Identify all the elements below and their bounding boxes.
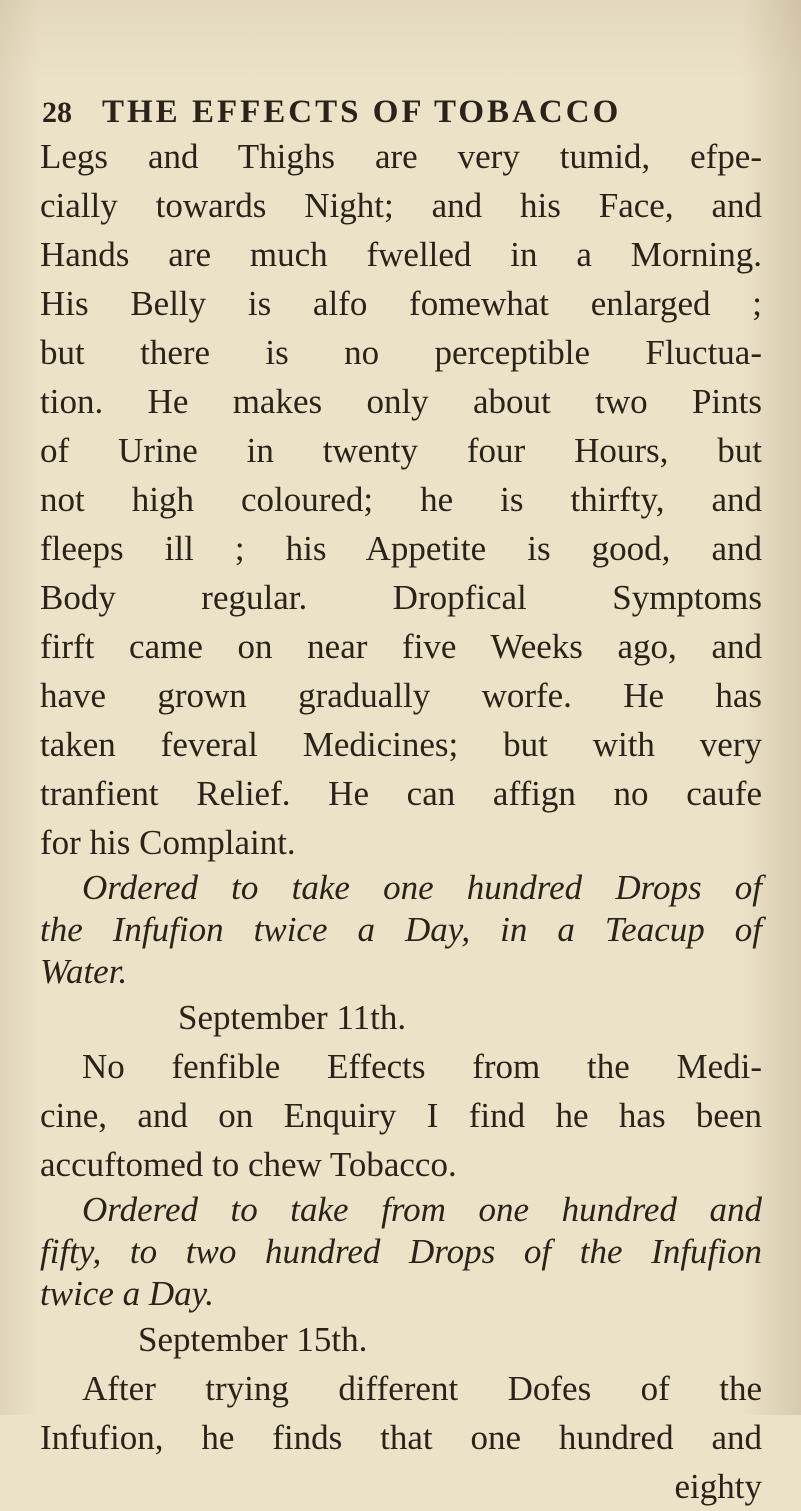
text-line: for his Complaint.: [40, 823, 296, 862]
date-heading: September 15th.: [138, 1320, 368, 1359]
text-line: taken feveral Medicines; but with very: [40, 725, 762, 764]
order-line: Ordered to take from one hundred and: [82, 1190, 762, 1229]
order-line: fifty, to two hundred Drops of the Infufion: [40, 1232, 762, 1271]
text-line: Legs and Thighs are very tumid, efpe-: [40, 137, 762, 176]
text-line: cially towards Night; and his Face, and: [40, 186, 762, 225]
order-line: Ordered to take one hundred Drops of: [82, 868, 762, 907]
text-line: His Belly is alfo fomewhat enlarged ;: [40, 284, 762, 323]
text-line: After trying different Dofes of the: [82, 1369, 762, 1408]
body-text: [40, 132, 762, 1511]
text-line: Infufion, he finds that one hundred and: [40, 1418, 762, 1457]
text-line: Body regular. Dropfical Symptoms: [40, 578, 762, 617]
running-head-title: THE EFFECTS OF TOBACCO: [102, 94, 622, 130]
text-line: have grown gradually worfe. He has: [40, 676, 762, 715]
date-heading: September 11th.: [178, 998, 407, 1037]
text-line: not high coloured; he is thirfty, and: [40, 480, 762, 519]
text-line: cine, and on Enquiry I find he has been: [40, 1096, 762, 1135]
text-line: tion. He makes only about two Pints: [40, 382, 762, 421]
text-line: Hands are much fwelled in a Morning.: [40, 235, 762, 274]
catchword: eighty: [674, 1467, 762, 1506]
order-line: twice a Day.: [40, 1274, 214, 1313]
order-line: Water.: [40, 952, 128, 991]
text-line: of Urine in twenty four Hours, but: [40, 431, 762, 470]
text-line: firft came on near five Weeks ago, and: [40, 627, 762, 666]
page-number: 28: [42, 96, 72, 129]
text-line: No fenfible Effects from the Medi-: [82, 1047, 762, 1086]
text-line: accuftomed to chew Tobacco.: [40, 1145, 457, 1184]
order-line: the Infufion twice a Day, in a Teacup of: [40, 910, 762, 949]
text-line: tranfient Relief. He can affign no caufe: [40, 774, 762, 813]
running-head: [42, 94, 742, 131]
text-line: fleeps ill ; his Appetite is good, and: [40, 529, 762, 568]
text-line: but there is no perceptible Fluctua-: [40, 333, 762, 372]
